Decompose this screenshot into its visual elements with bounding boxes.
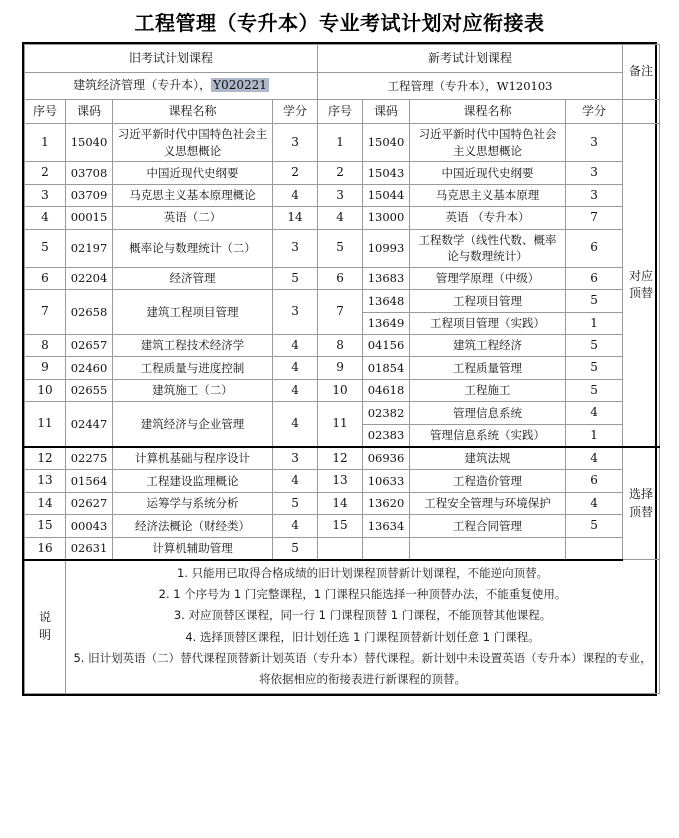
cell-old-credit: 3	[273, 290, 318, 335]
cell-old-course-name: 概率论与数理统计（二）	[113, 229, 273, 267]
cell-old-seq: 3	[25, 184, 66, 206]
remark-column-header: 备注	[623, 45, 660, 100]
table-row	[25, 184, 660, 206]
cell-new-credit: 1	[566, 312, 623, 334]
cell-new-credit: 4	[566, 402, 623, 424]
cell-new-credit: 3	[566, 124, 623, 162]
cell-new-code: 13648	[363, 290, 410, 312]
cell-old-course-name: 英语（二）	[113, 207, 273, 229]
cell-new-course-name: 英语 （专升本）	[410, 207, 566, 229]
articulation-table-wrapper	[22, 42, 657, 696]
table-row	[25, 207, 660, 229]
cell-new-credit: 6	[566, 470, 623, 492]
cell-new-seq: 3	[318, 184, 363, 206]
cell-new-credit: 1	[566, 424, 623, 447]
cell-old-course-name: 运筹学与系统分析	[113, 492, 273, 514]
cell-new-course-name: 建筑工程经济	[410, 335, 566, 357]
cell-old-credit: 3	[273, 124, 318, 162]
cell-old-credit: 2	[273, 162, 318, 184]
cell-old-code: 02658	[66, 290, 113, 335]
cell-new-code: 04618	[363, 379, 410, 401]
cell-old-code: 02447	[66, 402, 113, 447]
cell-new-course-name: 习近平新时代中国特色社会主义思想概论	[410, 124, 566, 162]
cell-new-code: 13634	[363, 515, 410, 537]
cell-new-code: 13683	[363, 267, 410, 289]
cell-new-course-name: 工程项目管理（实践）	[410, 312, 566, 334]
cell-new-seq: 13	[318, 470, 363, 492]
new-plan-band: 新考试计划课程	[318, 45, 623, 73]
cell-old-course-name: 工程质量与进度控制	[113, 357, 273, 379]
table-row	[25, 357, 660, 379]
cell-old-code: 15040	[66, 124, 113, 162]
cell-new-code: 02383	[363, 424, 410, 447]
cell-new-seq: 8	[318, 335, 363, 357]
notes-label-char-1: 说	[38, 610, 51, 625]
cell-old-code: 03709	[66, 184, 113, 206]
cell-old-course-name: 马克思主义基本原理概论	[113, 184, 273, 206]
page-title: 工程管理（专升本）专业考试计划对应衔接表	[134, 11, 545, 35]
cell-new-credit: 4	[566, 492, 623, 514]
cell-old-seq: 4	[25, 207, 66, 229]
cell-new-seq: 1	[318, 124, 363, 162]
cell-old-credit: 4	[273, 470, 318, 492]
cell-new-code: 15044	[363, 184, 410, 206]
cell-old-course-name: 计算机辅助管理	[113, 537, 273, 560]
cell-old-course-name: 经济法概论（财经类）	[113, 515, 273, 537]
table-row	[25, 515, 660, 537]
major-band-row	[25, 73, 660, 100]
cell-old-credit: 4	[273, 357, 318, 379]
table-row	[25, 267, 660, 289]
note-line: 5. 旧计划英语（二）替代课程顶替新计划英语（专升本）替代课程。新计划中未设置英语（专升本）课程的专业，将依据相应的衔接表进行新课程的顶替。	[73, 651, 652, 687]
col-header-new-code: 课码	[363, 100, 410, 124]
remark-corresponding	[623, 124, 660, 447]
articulation-table	[24, 44, 660, 694]
cell-new-seq: 11	[318, 402, 363, 447]
cell-new-code: 15040	[363, 124, 410, 162]
cell-new-course-name: 工程合同管理	[410, 515, 566, 537]
cell-new-course-name: 工程项目管理	[410, 290, 566, 312]
note-line: 2. 1 个序号为 1 门完整课程，1 门课程只能选择一种顶替办法，不能重复使用。	[158, 587, 567, 602]
cell-new-course-name: 工程安全管理与环境保护	[410, 492, 566, 514]
old-major-cell	[25, 73, 318, 100]
table-row	[25, 335, 660, 357]
cell-new-course-name: 工程造价管理	[410, 470, 566, 492]
cell-old-code: 01564	[66, 470, 113, 492]
cell-new-code	[363, 537, 410, 560]
cell-new-credit: 6	[566, 229, 623, 267]
cell-new-code: 10633	[363, 470, 410, 492]
cell-new-code: 02382	[363, 402, 410, 424]
cell-new-code: 10993	[363, 229, 410, 267]
cell-old-course-name: 建筑工程项目管理	[113, 290, 273, 335]
cell-old-seq: 11	[25, 402, 66, 447]
remark-spacer	[623, 100, 660, 124]
col-header-old-name: 课程名称	[113, 100, 273, 124]
cell-new-seq: 10	[318, 379, 363, 401]
cell-new-seq: 14	[318, 492, 363, 514]
cell-old-credit: 14	[273, 207, 318, 229]
cell-old-seq: 8	[25, 335, 66, 357]
cell-new-code: 04156	[363, 335, 410, 357]
col-header-new-seq: 序号	[318, 100, 363, 124]
notes-body	[66, 560, 660, 693]
cell-new-credit: 6	[566, 267, 623, 289]
table-row	[25, 492, 660, 514]
table-row	[25, 124, 660, 162]
cell-new-credit: 4	[566, 447, 623, 470]
cell-old-credit: 3	[273, 447, 318, 470]
footer-notes-row	[25, 560, 660, 693]
cell-new-course-name: 管理信息系统	[410, 402, 566, 424]
cell-new-course-name: 工程质量管理	[410, 357, 566, 379]
cell-old-course-name: 习近平新时代中国特色社会主义思想概论	[113, 124, 273, 162]
cell-old-course-name: 计算机基础与程序设计	[113, 447, 273, 470]
cell-old-seq: 9	[25, 357, 66, 379]
cell-new-code: 06936	[363, 447, 410, 470]
cell-new-credit: 5	[566, 357, 623, 379]
cell-new-seq: 9	[318, 357, 363, 379]
cell-old-credit: 5	[273, 492, 318, 514]
cell-new-course-name: 工程数学（线性代数、概率论与数理统计）	[410, 229, 566, 267]
cell-new-code: 13000	[363, 207, 410, 229]
col-header-new-name: 课程名称	[410, 100, 566, 124]
table-row	[25, 379, 660, 401]
remark-optional	[623, 447, 660, 560]
notes-label-char-2: 明	[38, 627, 51, 642]
cell-old-seq: 12	[25, 447, 66, 470]
cell-old-code: 03708	[66, 162, 113, 184]
cell-old-course-name: 中国近现代史纲要	[113, 162, 273, 184]
notes-label	[25, 560, 66, 693]
col-header-old-credit: 学分	[273, 100, 318, 124]
cell-new-code: 13620	[363, 492, 410, 514]
cell-old-code: 02627	[66, 492, 113, 514]
cell-old-code: 00043	[66, 515, 113, 537]
cell-old-code: 02631	[66, 537, 113, 560]
cell-old-seq: 14	[25, 492, 66, 514]
cell-new-course-name: 建筑法规	[410, 447, 566, 470]
cell-old-seq: 15	[25, 515, 66, 537]
cell-new-code: 13649	[363, 312, 410, 334]
cell-new-credit: 5	[566, 515, 623, 537]
cell-new-credit: 5	[566, 335, 623, 357]
cell-new-seq	[318, 537, 363, 560]
cell-old-credit: 4	[273, 515, 318, 537]
cell-old-course-name: 建筑经济与企业管理	[113, 402, 273, 447]
note-line: 3. 对应顶替区课程，同一行 1 门课程顶替 1 门课程，不能顶替其他课程。	[173, 608, 552, 623]
cell-old-course-name: 建筑施工（二）	[113, 379, 273, 401]
new-major-cell: 工程管理（专升本），W120103	[318, 73, 623, 100]
cell-new-seq: 5	[318, 229, 363, 267]
cell-old-credit: 5	[273, 537, 318, 560]
cell-new-credit: 5	[566, 379, 623, 401]
table-row	[25, 402, 660, 424]
cell-old-code: 02197	[66, 229, 113, 267]
cell-old-seq: 2	[25, 162, 66, 184]
note-line: 4. 选择顶替区课程，旧计划任选 1 门课程顶替新计划任意 1 门课程。	[185, 629, 540, 644]
cell-old-credit: 5	[273, 267, 318, 289]
cell-new-code: 01854	[363, 357, 410, 379]
cell-new-course-name: 中国近现代史纲要	[410, 162, 566, 184]
remark-corresponding-text: 对应顶替	[629, 268, 654, 300]
cell-new-credit: 7	[566, 207, 623, 229]
cell-new-seq: 2	[318, 162, 363, 184]
cell-old-code: 02275	[66, 447, 113, 470]
cell-new-course-name: 马克思主义基本原理	[410, 184, 566, 206]
table-row	[25, 290, 660, 312]
cell-old-credit: 4	[273, 184, 318, 206]
cell-new-course-name	[410, 537, 566, 560]
col-header-old-code: 课码	[66, 100, 113, 124]
cell-new-course-name: 工程施工	[410, 379, 566, 401]
cell-new-seq: 12	[318, 447, 363, 470]
cell-old-credit: 4	[273, 402, 318, 447]
cell-new-code: 15043	[363, 162, 410, 184]
cell-new-seq: 4	[318, 207, 363, 229]
cell-old-seq: 1	[25, 124, 66, 162]
cell-new-seq: 6	[318, 267, 363, 289]
old-major-name: 建筑经济管理（专升本），	[73, 78, 212, 93]
table-row	[25, 162, 660, 184]
col-header-new-credit: 学分	[566, 100, 623, 124]
header-band-row	[25, 45, 660, 73]
column-header-row	[25, 100, 660, 124]
remark-optional-text: 选择顶替	[629, 487, 654, 519]
cell-old-credit: 4	[273, 335, 318, 357]
cell-new-course-name: 管理学原理（中级）	[410, 267, 566, 289]
cell-old-credit: 4	[273, 379, 318, 401]
cell-old-code: 00015	[66, 207, 113, 229]
cell-old-code: 02655	[66, 379, 113, 401]
cell-old-course-name: 经济管理	[113, 267, 273, 289]
table-row	[25, 470, 660, 492]
cell-new-course-name: 管理信息系统（实践）	[410, 424, 566, 447]
cell-old-seq: 10	[25, 379, 66, 401]
cell-old-code: 02204	[66, 267, 113, 289]
cell-new-credit: 5	[566, 290, 623, 312]
cell-new-seq: 7	[318, 290, 363, 335]
old-major-code-highlight: Y020221	[213, 78, 267, 93]
table-row	[25, 537, 660, 560]
cell-old-seq: 7	[25, 290, 66, 335]
old-plan-band: 旧考试计划课程	[25, 45, 318, 73]
cell-old-seq: 13	[25, 470, 66, 492]
table-row	[25, 447, 660, 470]
note-line: 1. 只能用已取得合格成绩的旧计划课程顶替新计划课程，不能逆向顶替。	[176, 565, 549, 580]
cell-old-seq: 5	[25, 229, 66, 267]
cell-old-seq: 16	[25, 537, 66, 560]
table-row	[25, 229, 660, 267]
cell-old-credit: 3	[273, 229, 318, 267]
cell-old-code: 02460	[66, 357, 113, 379]
cell-old-course-name: 工程建设监理概论	[113, 470, 273, 492]
cell-old-course-name: 建筑工程技术经济学	[113, 335, 273, 357]
cell-new-credit: 3	[566, 184, 623, 206]
cell-new-credit	[566, 537, 623, 560]
cell-new-seq: 15	[318, 515, 363, 537]
col-header-old-seq: 序号	[25, 100, 66, 124]
cell-old-seq: 6	[25, 267, 66, 289]
cell-new-credit: 3	[566, 162, 623, 184]
cell-old-code: 02657	[66, 335, 113, 357]
